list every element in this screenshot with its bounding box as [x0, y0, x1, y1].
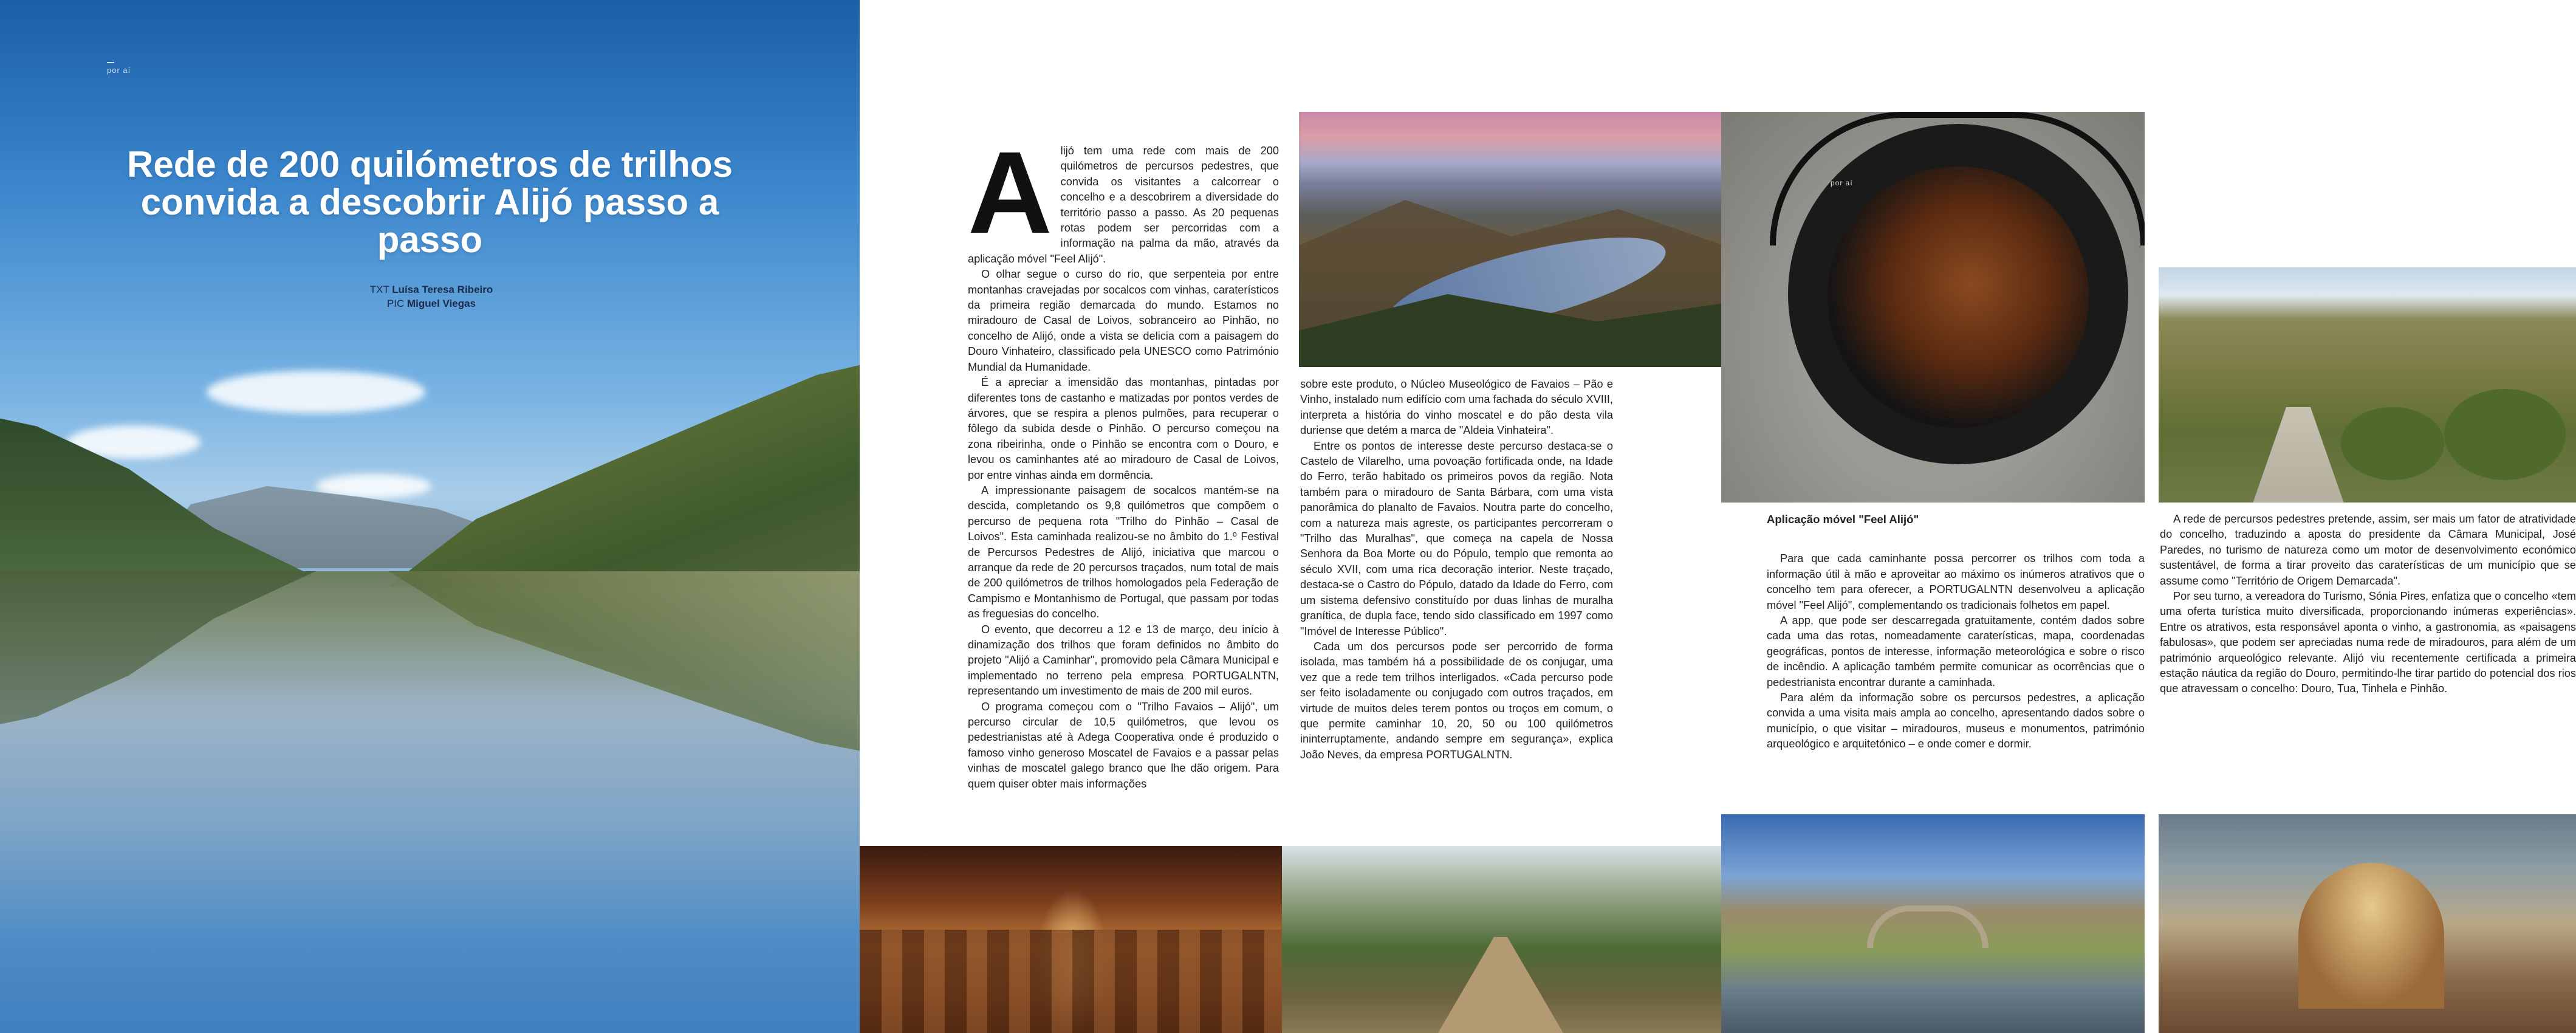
photo-forest-path [1282, 846, 1721, 1033]
article-column-3 [1767, 512, 2145, 752]
paragraph: Para que cada caminhante possa percorrer os trilhos com toda a informação útil à mão e aproveitar ao máximo os inúmeros atrativos que o concelho tem para oferecer, a PORTUGALNTN desenvolveu a aplicação móvel "Feel Alijó", complementando os tradicionais folhetos em papel. [1767, 552, 2145, 611]
photo-chapel-interior [2159, 814, 2576, 1033]
credit-photo: PIC Miguel Viegas [386, 298, 476, 309]
paragraph: É a apreciar a imensidão das montanhas, pintadas por diferentes tons de castanho e matizadas por pontos verdes de árvores, que se respira a plenos pulmões, para recuperar o fôlego da subida desde o Pinhão. O percurso começou na zona ribeirinha, onde o Pinhão se encontra com o Douro, e levou os caminhantes até ao miradouro de Casal de Loivos, por entre vinhas ainda em dormência. [968, 376, 1279, 481]
hero-photo-page [0, 0, 860, 1033]
mountain-right-terraces [389, 362, 860, 586]
paragraph: sobre este produto, o Núcleo Museológico de Favaios – Pão e Vinho, instalado num edifício com uma fachada do século XVIII, interpreta a história do vinho moscatel e do pão desta vila duriense que detém a marca de "Aldeia Vinhateira". [1300, 378, 1613, 437]
photo-cooking-pot [1721, 112, 2145, 503]
photo-mark: por aí [1831, 179, 1853, 187]
paragraph: O programa começou com o "Trilho Favaios – Alijó", um percurso circular de 10,5 quilómetros, que levou os pedestrianistas até à Adega Cooperativa onde é produzido o famoso vinho generoso Moscatel de Favaios e a passar pelas vinhas de moscatel galego branco que lhe dão origem. Para quem quiser obter mais informações [968, 700, 1279, 790]
paragraph: O olhar segue o curso do rio, que serpenteia por entre montanhas cravejadas por socalcos com vinhas, caraterísticos da primeira região demarcada do mundo. Estamos no miradouro de Casal de Loivos, sobranceiro ao Pinhão, no concelho de Alijó, onde a vista se delicia com a paisagem do Douro Vinhateiro, classificado pela UNESCO como Património Mundial da Humanidade. [968, 268, 1279, 373]
paragraph: O evento, que decorreu a 12 e 13 de março, deu início à dinamização dos trilhos que foram definidos no âmbito do projeto "Alijó a Caminhar", promovido pela Câmara Municipal e implementado no terreno pela empresa PORTUGALNTN, representando um investimento de mais de 200 mil euros. [968, 623, 1279, 698]
credit-text: TXT Luísa Teresa Ribeiro [369, 284, 493, 295]
credits [340, 283, 522, 311]
drop-cap: A [968, 127, 1052, 258]
paragraph: A impressionante paisagem de socalcos mantém-se na descida, completando os 9,8 quilómetros que compõem o percurso de pequena rota "Trilho do Pinhão – Casal de Loivos". Esta caminhada realizou-se no âmbito do 1.º Festival de Percursos Pedestres de Alijó, iniciativa que marcou o arranque da rede de 20 percursos traçados, num total de mais de 200 quilómetros de trilhos homologados pela Federação de Campismo e Montanhismo de Portugal, que passam por todas as freguesias do concelho. [968, 484, 1279, 620]
paragraph: Entre os pontos de interesse deste percurso destaca-se o Castelo de Vilarelho, uma povoação fortificada onde, na Idade do Ferro, terão habitado os primeiros povos da região. Nota também para o miradouro de Santa Bárbara, com uma vista panorâmica do planalto de Favaios. Noutra parte do concelho, com a natureza mais agreste, os participantes percorreram o "Trilho das Muralhas", que começa na capela de Nossa Senhora da Boa Morte ou do Pópulo, templo que remonta ao século XVII, com uma rica decoração interior. Neste traçado, destaca-se o Castro do Pópulo, datado da Idade do Ferro, com um sistema defensivo constituído por duas linhas de muralha granítica, de dupla face, tendo sido classificado em 1997 como "Imóvel de Interesse Público". [1300, 439, 1613, 637]
paragraph: Para além da informação sobre os percursos pedestres, a aplicação convida a uma visita mais ampla ao concelho, apresentando dados sobre o município, o que visitar – miradouros, museus e monumentos, património arqueológico e arquitetónico – e onde comer e dormir. [1767, 692, 2145, 750]
page-title: Rede de 200 quilómetros de trilhos convida a descobrir Alijó passo a passo [127, 144, 733, 260]
article-column-4 [2160, 512, 2576, 697]
photo-hikers-trail [2159, 267, 2576, 503]
paragraph: Cada um dos percursos pode ser percorrido de forma isolada, mas também há a possibilidade de os conjugar, uma vez que a rede tem trilhos interligados. «Cada percurso pode ser feito isoladamente ou conjugado com outros traçados, em virtude de muitos deles terem pontos ou troços em comum, o que permite caminhar 10, 20, 50 ou 100 quilómetros ininterruptamente, andando sempre em segurança», explica João Neves, da empresa PORTUGALNTN. [1300, 640, 1613, 761]
photo-bridge-walkers [1721, 814, 2145, 1033]
paragraph: A rede de percursos pedestres pretende, assim, ser mais um fator de atratividade do concelho, traduzindo a aposta do presidente da Câmara Municipal, José Paredes, no turismo de natureza como um motor de desenvolvimento económico sustentável, de forma a tirar proveito das caraterísticas de um município que se assume como "Território de Origem Demarcada". [2160, 513, 2576, 587]
section-heading: Aplicação móvel "Feel Alijó" [1767, 513, 1919, 526]
photo-wine-cellar [860, 846, 1282, 1033]
paragraph: A app, que pode ser descarregada gratuitamente, contém dados sobre cada uma das rotas, nomeadamente caraterísticas, mapa, coordenadas geográficas, pontos de interesse, informação meteorológica e sobre o risco de incêndio. A aplicação também permite comunicar as ocorrências que o pedestrianista encontrar durante a caminhada. [1767, 614, 2145, 688]
article-column-2 [1300, 377, 1613, 763]
photo-douro-valley [1299, 112, 1721, 367]
page-mark: por aí [107, 62, 131, 75]
cloud [207, 371, 425, 413]
paragraph: lijó tem uma rede com mais de 200 quilómetros de percursos pedestres, que convida os visitantes a calcorrear o concelho e a descobrirem a diversidade do território passo a passo. As 20 pequenas rotas podem ser percorridas com a informação na palma da mão, através da aplicação móvel "Feel Alijó". [968, 145, 1279, 265]
paragraph: Por seu turno, a vereadora do Turismo, Sónia Pires, enfatiza que o concelho «tem uma oferta turística muito diversificada, proporcionando inúmeras experiências». Entre os atrativos, esta responsável aponta o vinho, a gastronomia, as «paisagens fabulosas», que podem ser apreciadas numa rede de miradouros, para além de um património arqueológico relevante. Alijó viu recentemente certificada a primeira estação náutica da região do Douro, permitindo-lhe tirar partido do potencial dos rios que atravessam o concelho: Douro, Tua, Tinhela e Pinhão. [2160, 590, 2576, 695]
article-column-1 [968, 127, 1279, 792]
